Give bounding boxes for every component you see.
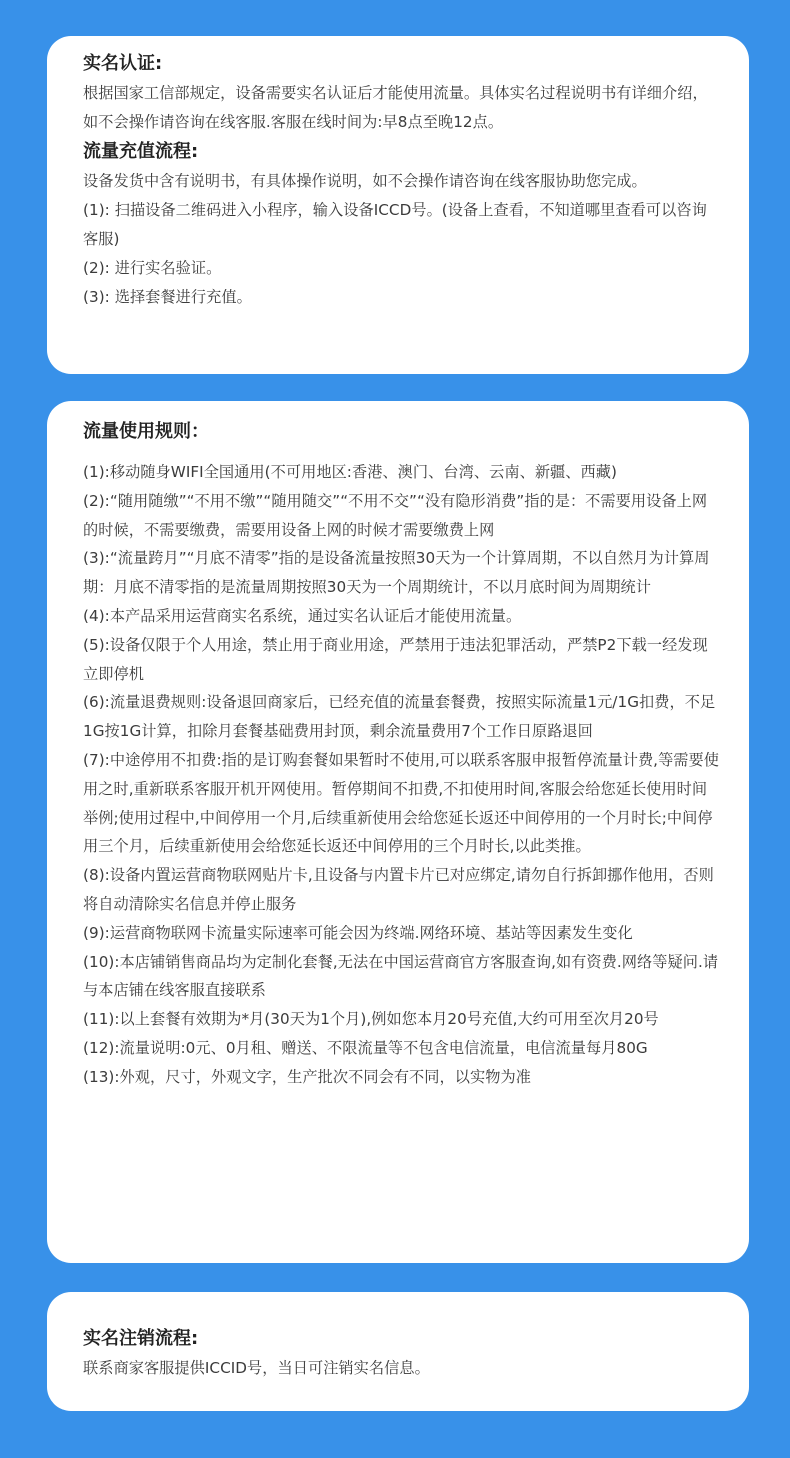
cancel-text: 联系商家客服提供ICCID号，当日可注销实名信息。 <box>83 1359 430 1377</box>
rule-item: (11):以上套餐有效期为*月(30天为1个月),例如您本月20号充值,大约可用至次月20号 <box>83 1010 659 1029</box>
rule-item: (5):设备仅限于个人用途，禁止用于商业用途，严禁用于违法犯罪活动，严禁P2下载一经发现立即停机 <box>83 635 708 683</box>
rule-item: (13):外观，尺寸，外观文字，生产批次不同会有不同，以实物为准 <box>83 1067 531 1086</box>
realname-recharge-card <box>47 36 749 374</box>
realname-heading: 实名认证: <box>83 53 163 74</box>
recharge-intro: 设备发货中含有说明书，有具体操作说明，如不会操作请咨询在线客服协助您完成。 <box>83 172 647 190</box>
recharge-step-2: (2): 进行实名验证。 <box>83 259 222 277</box>
usage-rules-heading: 流量使用规则： <box>83 421 209 442</box>
rule-item: (1):移动随身WIFI全国通用(不可用地区:香港、澳门、台湾、云南、新疆、西藏) <box>83 463 617 481</box>
realname-text: 根据国家工信部规定，设备需要实名认证后才能使用流量。具体实名过程说明书有详细介绍，如不会操作请咨询在线客服.客服在线时间为:早8点至晚12点。 <box>83 84 708 131</box>
cancel-heading: 实名注销流程: <box>83 1328 199 1349</box>
rule-item: (12):流量说明:0元、0月租、赠送、不限流量等不包含电信流量，电信流量每月80G <box>83 1038 648 1057</box>
recharge-step-1: (1): 扫描设备二维码进入小程序，输入设备ICCD号。(设备上查看，不知道哪里查看可以咨询客服) <box>83 201 707 248</box>
rule-item: (8):设备内置运营商物联网贴片卡,且设备与内置卡片已对应绑定,请勿自行拆卸挪作他用，否则将自动清除实名信息并停止服务 <box>83 866 714 913</box>
rule-item: (4):本产品采用运营商实名系统，通过实名认证后才能使用流量。 <box>83 606 522 625</box>
rule-item: (3):“流量跨月”“月底不清零”指的是设备流量按照30天为一个计算周期，不以自然月为计算周期：月底不清零指的是流量周期按照30天为一个周期统计，不以月底时间为周期统计 <box>83 549 710 597</box>
realname-cancel-card <box>47 1292 749 1411</box>
usage-rules-card <box>47 401 749 1263</box>
recharge-heading: 流量充值流程: <box>83 141 199 162</box>
rule-example: 举例;使用过程中,中间停用一个月,后续重新使用会给您延长返还中间停用的一个月时长;中间停用三个月，后续重新使用会给您延长返还中间停用的三个月时长,以此类推。 <box>83 808 713 856</box>
rule-item: (6):流量退费规则:设备退回商家后，已经充值的流量套餐费，按照实际流量1元/1G扣费，不足1G按1G计算，扣除月套餐基础费用封顶，剩余流量费用7个工作日原路退回 <box>83 693 716 741</box>
rule-item: (7):中途停用不扣费:指的是订购套餐如果暂时不使用,可以联系客服申报暂停流量计费,等需要使用之时,重新联系客服开机开网使用。暂停期间不扣费,不扣使用时间,客服会给您延长使用时间 <box>83 750 720 798</box>
rule-item: (9):运营商物联网卡流量实际速率可能会因为终端.网络环境、基站等因素发生变化 <box>83 923 633 942</box>
recharge-step-3: (3): 选择套餐进行充值。 <box>83 288 252 306</box>
rule-item: (2):“随用随缴”“不用不缴”“随用随交”“不用不交”“没有隐形消费”指的是：不需要用设备上网的时候，不需要缴费，需要用设备上网的时候才需要缴费上网 <box>83 491 708 539</box>
rule-item: (10):本店铺销售商品均为定制化套餐,无法在中国运营商官方客服查询,如有资费.网络等疑问.请与本店铺在线客服直接联系 <box>83 952 719 1000</box>
